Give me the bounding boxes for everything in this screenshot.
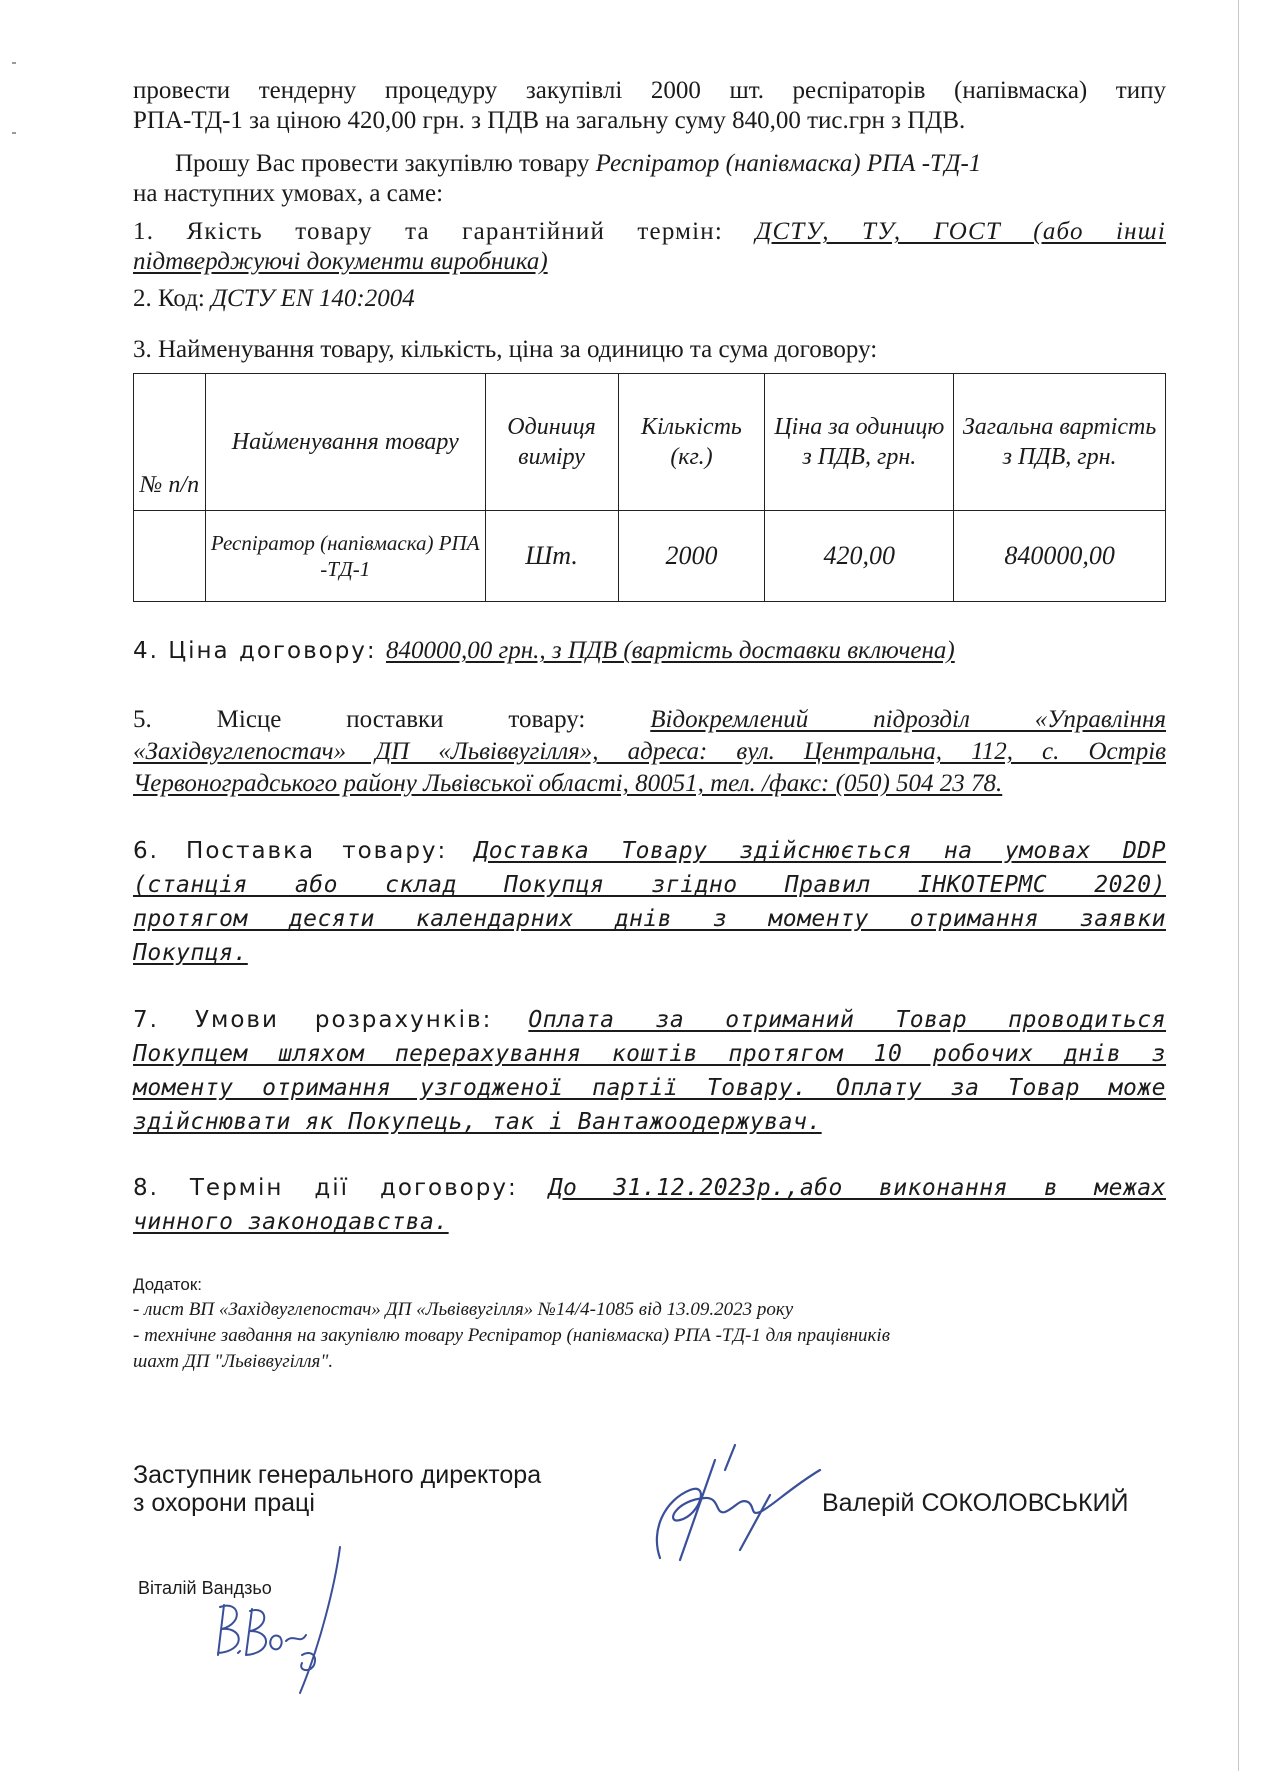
item5-line-1 xyxy=(133,705,1166,735)
signatory-name: Валерій СОКОЛОВСЬКИЙ xyxy=(822,1489,1129,1517)
request-item: Респіратор (напівмаска) РПА -ТД-1 xyxy=(595,150,982,177)
cell-num xyxy=(134,511,206,602)
executor-signature xyxy=(210,1545,370,1695)
item4-value: 840000,00 грн., з ПДВ (вартість доставки включена) xyxy=(385,637,955,664)
item1-label: 1. Якість товару та гарантійний термін: xyxy=(133,218,756,245)
item4-label: 4. Ціна договору: xyxy=(133,638,386,664)
signatory-title-line-2: з охорони праці xyxy=(133,1489,315,1517)
intro-line-2: РПА-ТД-1 за ціною 420,00 грн. з ПДВ на загальну суму 840,00 тис.грн з ПДВ. xyxy=(133,107,966,134)
item3-line: 3. Найменування товару, кількість, ціна за одиницю та сума договору: xyxy=(133,336,878,363)
appendix-item-2-cont: шахт ДП "Львіввугілля". xyxy=(133,1351,334,1372)
header-total: Загальна вартість з ПДВ, грн. xyxy=(954,374,1166,511)
table-header-row xyxy=(134,374,1166,511)
header-num: № п/п xyxy=(134,374,206,511)
goods-table xyxy=(133,373,1166,602)
header-unit: Одиниця виміру xyxy=(485,374,618,511)
item1-value-cont: підтверджуючі документи виробника) xyxy=(133,248,548,275)
item2-label: 2. Код: xyxy=(133,285,212,312)
item7-line-1 xyxy=(133,1005,1166,1035)
signatory-title xyxy=(133,1461,541,1517)
scan-speck xyxy=(12,62,16,64)
item2-value: ДСТУ EN 140:2004 xyxy=(211,285,415,312)
signatory-title-line-1: Заступник генерального директора xyxy=(133,1461,542,1489)
item7-label: 7. Умови розрахунків: xyxy=(133,1007,529,1033)
item6-line-4: Покупця. xyxy=(133,940,248,966)
item7-line-3: моменту отримання узгодженої партії Товару. Оплату за Товар може xyxy=(133,1075,1166,1101)
cell-unit: Шт. xyxy=(485,511,618,602)
item7-value: Оплата за отриманий Товар проводиться xyxy=(528,1007,1166,1033)
item8-value: До 31.12.2023р.,або виконання в межах xyxy=(548,1175,1166,1201)
header-qty: Кількість (кг.) xyxy=(618,374,765,511)
item6-value: Доставка Товару здійснюється на умовах DDP xyxy=(474,838,1166,864)
item6-line-1 xyxy=(133,836,1166,866)
item8-line-2: чинного законодавства. xyxy=(133,1209,449,1235)
item5-value: Відокремлений підрозділ «Управління xyxy=(650,706,1167,733)
director-signature xyxy=(620,1440,830,1570)
item4-line xyxy=(133,636,1166,666)
item1-value: ДСТУ, ТУ, ГОСТ (або інші xyxy=(755,218,1166,245)
scan-speck xyxy=(12,132,16,134)
request-line xyxy=(133,149,1166,179)
table-row xyxy=(134,511,1166,602)
appendix-item-2: - технічне завдання на закупівлю товару Респіратор (напівмаска) РПА -ТД-1 для працівників xyxy=(133,1325,890,1346)
intro-line-1: провести тендерну процедуру закупівлі 2000 шт. респіраторів (напівмаска) типу xyxy=(133,77,1166,104)
item5-line-2: «Західвуглепостач» ДП «Львіввугілля», адреса: вул. Центральна, 112, с. Острів xyxy=(133,738,1166,765)
page-edge xyxy=(1238,0,1239,1771)
item6-line-2: (станція або склад Покупця згідно Правил ІНКОТЕРМС 2020) xyxy=(133,872,1166,898)
request-text: Прошу Вас провести закупівлю товару xyxy=(175,150,596,177)
header-price: Ціна за одиницю з ПДВ, грн. xyxy=(765,374,954,511)
item6-label: 6. Поставка товару: xyxy=(133,838,475,864)
item7-line-2: Покупцем шляхом перерахування коштів протягом 10 робочих днів з xyxy=(133,1041,1166,1067)
item5-label: 5. Місце поставки товару: xyxy=(133,706,651,733)
item1-line-2 xyxy=(133,247,1166,277)
appendix-item-1: - лист ВП «Західвуглепостач» ДП «Львіввугілля» №14/4-1085 від 13.09.2023 року xyxy=(133,1299,794,1320)
item6-line-3: протягом десяти календарних днів з моменту отримання заявки xyxy=(133,906,1166,932)
cell-price: 420,00 xyxy=(765,511,954,602)
item2-line xyxy=(133,284,1166,314)
appendix-title: Додаток: xyxy=(133,1275,202,1294)
request-continuation: на наступних умовах, а саме: xyxy=(133,180,444,207)
item1-line-1 xyxy=(133,217,1166,247)
header-name: Найменування товару xyxy=(205,374,485,511)
cell-qty: 2000 xyxy=(618,511,765,602)
item8-line-1 xyxy=(133,1173,1166,1203)
item5-line-3: Червоноградського району Львівської області, 80051, тел. /факс: (050) 504 23 78. xyxy=(133,770,1003,797)
executor-name: Віталій Вандзьо xyxy=(138,1578,272,1598)
cell-name: Респіратор (напівмаска) РПА -ТД-1 xyxy=(205,511,485,602)
item8-label: 8. Термін дії договору: xyxy=(133,1175,549,1201)
cell-total: 840000,00 xyxy=(954,511,1166,602)
item7-line-4: здійснювати як Покупець, так і Вантажоодержувач. xyxy=(133,1109,822,1135)
